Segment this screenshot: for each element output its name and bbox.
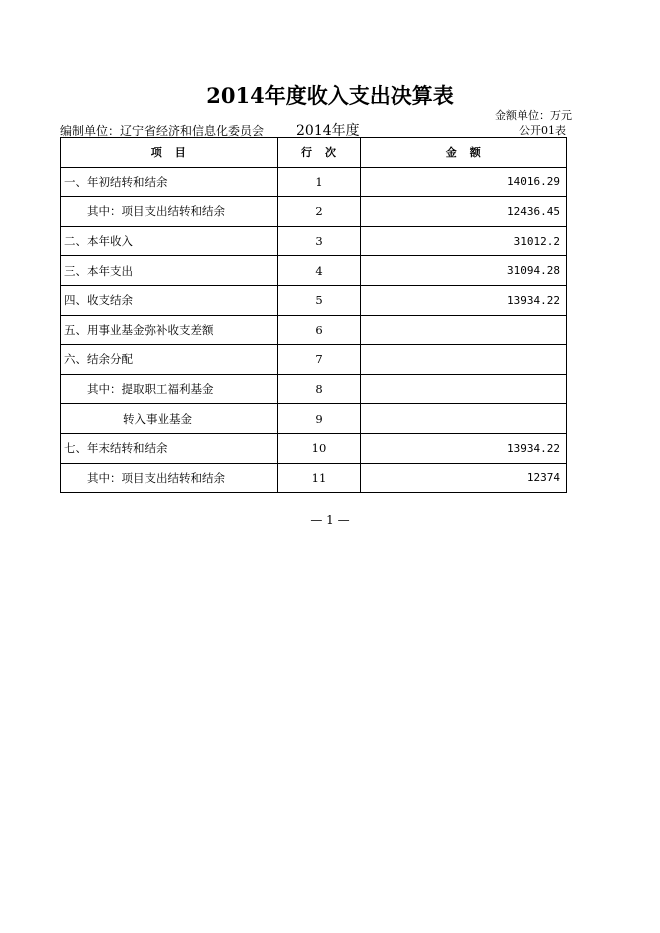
row-line-number: 10 xyxy=(277,433,361,463)
row-line-number: 11 xyxy=(277,463,361,493)
row-amount xyxy=(361,315,567,345)
row-item-label: 转入事业基金 xyxy=(61,404,278,434)
row-amount: 13934.22 xyxy=(361,433,567,463)
row-line-number: 5 xyxy=(277,285,361,315)
row-line-number: 6 xyxy=(277,315,361,345)
report-year: 2014年度 xyxy=(296,123,360,139)
table-row xyxy=(61,404,567,434)
row-item-label: 一、年初结转和结余 xyxy=(61,167,278,197)
table-row xyxy=(61,315,567,345)
row-amount xyxy=(361,374,567,404)
row-item-label: 四、收支结余 xyxy=(61,285,278,315)
row-amount xyxy=(361,404,567,434)
table-row xyxy=(61,197,567,227)
row-amount: 12436.45 xyxy=(361,197,567,227)
row-amount: 13934.22 xyxy=(361,285,567,315)
table-row xyxy=(61,226,567,256)
table-body xyxy=(61,167,567,493)
row-amount: 31094.28 xyxy=(361,256,567,286)
income-expenditure-table xyxy=(60,137,567,493)
row-line-number: 9 xyxy=(277,404,361,434)
table-row xyxy=(61,463,567,493)
row-item-label: 六、结余分配 xyxy=(61,345,278,375)
row-amount: 14016.29 xyxy=(361,167,567,197)
row-item-label: 其中：项目支出结转和结余 xyxy=(61,197,278,227)
report-meta xyxy=(60,122,566,138)
row-amount xyxy=(361,345,567,375)
row-line-number: 2 xyxy=(277,197,361,227)
column-header-amount: 金 额 xyxy=(361,138,567,168)
row-line-number: 4 xyxy=(277,256,361,286)
column-header-line: 行 次 xyxy=(277,138,361,168)
table-row xyxy=(61,167,567,197)
column-header-item: 项 目 xyxy=(61,138,278,168)
row-item-label: 其中：项目支出结转和结余 xyxy=(61,463,278,493)
row-item-label: 二、本年收入 xyxy=(61,226,278,256)
row-line-number: 1 xyxy=(277,167,361,197)
row-item-label: 五、用事业基金弥补收支差额 xyxy=(61,315,278,345)
page-number: — 1 — xyxy=(310,513,350,527)
row-item-label: 三、本年支出 xyxy=(61,256,278,286)
row-line-number: 8 xyxy=(277,374,361,404)
table-row xyxy=(61,345,567,375)
row-item-label: 七、年末结转和结余 xyxy=(61,433,278,463)
compiling-unit: 编制单位：辽宁省经济和信息化委员会 xyxy=(60,124,265,138)
row-item-label: 其中：提取职工福利基金 xyxy=(61,374,278,404)
table-row xyxy=(61,433,567,463)
table-code: 公开01表 xyxy=(519,124,566,137)
row-line-number: 3 xyxy=(277,226,361,256)
table-row xyxy=(61,256,567,286)
row-amount: 12374 xyxy=(361,463,567,493)
table-row xyxy=(61,285,567,315)
table-header-row xyxy=(61,138,567,168)
table-row xyxy=(61,374,567,404)
amount-unit: 金额单位：万元 xyxy=(495,109,572,122)
page-title: 2014年度收入支出决算表 xyxy=(206,83,454,108)
row-amount: 31012.2 xyxy=(361,226,567,256)
row-line-number: 7 xyxy=(277,345,361,375)
